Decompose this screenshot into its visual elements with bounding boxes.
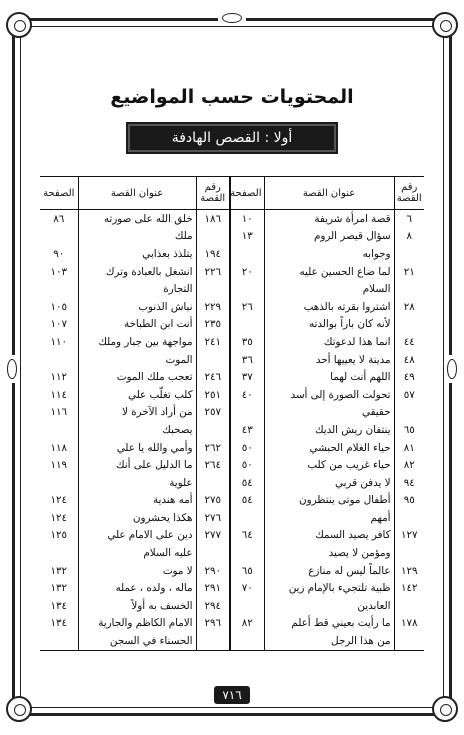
table-row xyxy=(40,316,424,334)
story-page: ٨٦ xyxy=(53,212,65,225)
story-page: ١١٤ xyxy=(50,388,68,401)
story-page xyxy=(40,228,78,246)
story-number: ٢٥٧ xyxy=(196,404,230,422)
table-row xyxy=(40,421,424,439)
story-number: ٢٢٩ xyxy=(196,298,230,316)
story-title: تعجب ملك الموت xyxy=(78,368,196,386)
table-row xyxy=(40,597,424,615)
story-number: ١٩٤ xyxy=(196,245,230,263)
story-title: حياء الغلام الحبشي xyxy=(264,439,394,457)
contents-table xyxy=(40,176,424,651)
table-row xyxy=(40,386,424,404)
story-title: ما رأيت بعيني قط أعلم xyxy=(264,615,394,633)
col-header-page: الصفحة xyxy=(230,177,264,210)
story-page: ٥٤ xyxy=(230,474,264,492)
story-page: ٥٤ xyxy=(230,492,264,510)
story-title: أطفال موتى ينتظرون xyxy=(264,492,394,510)
story-page xyxy=(230,245,264,263)
story-title: لأنه كان باراً بوالدته xyxy=(264,316,394,334)
story-title: ظبية تلتجيء بالإمام زين xyxy=(264,579,394,597)
story-title: علوية xyxy=(78,474,196,492)
story-number: ٤٤ xyxy=(394,333,424,351)
table-row xyxy=(40,544,424,562)
story-number xyxy=(394,632,424,650)
story-page xyxy=(230,632,264,650)
side-ornament xyxy=(445,355,459,383)
story-title: حقيقي xyxy=(264,404,394,422)
story-page: ١٣ xyxy=(230,228,264,246)
story-title: سؤال قيصر الروم xyxy=(264,228,394,246)
story-title: وأمي والله يا علي xyxy=(78,439,196,457)
story-page xyxy=(230,404,264,422)
story-title: الحسناء في السجن xyxy=(78,632,196,650)
story-title: ما الدليل على أنك xyxy=(78,456,196,474)
story-page: ١٠ xyxy=(230,210,264,228)
story-number: ٤٨ xyxy=(394,351,424,369)
story-page xyxy=(230,509,264,527)
story-number: ٤٩ xyxy=(394,368,424,386)
table-row xyxy=(40,404,424,422)
story-number xyxy=(394,509,424,527)
story-title: العابدين xyxy=(264,597,394,615)
story-page: ٤٣ xyxy=(230,421,264,439)
story-title: ماله ، ولده ، عمله xyxy=(78,579,196,597)
story-page: ١٢٤ xyxy=(50,494,68,507)
story-title: حياء غريب من كلب xyxy=(264,456,394,474)
story-title: الخسف به أولاً xyxy=(78,597,196,615)
story-title: وجوابه xyxy=(264,245,394,263)
story-page: ١١٠ xyxy=(50,335,68,348)
story-title: اشتروا بقرته بالذهب xyxy=(264,298,394,316)
story-page: ١٠٣ xyxy=(50,265,68,278)
story-page: ٢٠ xyxy=(230,263,264,281)
story-title: كافر يصيد السمك xyxy=(264,527,394,545)
story-number: ١٢٧ xyxy=(394,527,424,545)
story-number: ٢٩٦ xyxy=(196,615,230,633)
story-number: ٢٣٥ xyxy=(196,316,230,334)
table-row xyxy=(40,632,424,650)
story-number xyxy=(196,421,230,439)
story-page: ٩٠ xyxy=(53,247,65,260)
table-row xyxy=(40,509,424,527)
story-number xyxy=(196,351,230,369)
story-page xyxy=(40,421,78,439)
col-header-title: عنوان القصة xyxy=(264,177,394,210)
story-page xyxy=(40,474,78,492)
story-title: ملك xyxy=(78,228,196,246)
story-number: ٢١ xyxy=(394,263,424,281)
story-title: انما هذا لدعوتك xyxy=(264,333,394,351)
story-page xyxy=(40,544,78,562)
story-title: خلق الله على صورته xyxy=(78,210,196,228)
page-heading: المحتويات حسب المواضيع xyxy=(110,86,354,108)
story-page: ٦٤ xyxy=(230,527,264,545)
story-number: ٢٨ xyxy=(394,298,424,316)
table-row xyxy=(40,579,424,597)
contents-body xyxy=(40,210,424,651)
story-number: ٢٦٢ xyxy=(196,439,230,457)
story-number: ٢٥١ xyxy=(196,386,230,404)
story-page: ٧٠ xyxy=(230,579,264,597)
story-title: مدينة لا يعييها أحد xyxy=(264,351,394,369)
story-page: ٣٧ xyxy=(230,368,264,386)
story-page: ٦٥ xyxy=(230,562,264,580)
story-title: اللهم أنت لهما xyxy=(264,368,394,386)
story-number: ٨٢ xyxy=(394,456,424,474)
story-page: ١٢٤ xyxy=(50,511,68,524)
story-title: لما ضاع الحسين عليه xyxy=(264,263,394,281)
story-number xyxy=(394,597,424,615)
story-number: ٦ xyxy=(394,210,424,228)
story-title: دين على الامام علي xyxy=(78,527,196,545)
story-page: ١٣٢ xyxy=(50,564,68,577)
story-number xyxy=(196,544,230,562)
table-row xyxy=(40,263,424,281)
story-page: ١١٩ xyxy=(50,459,68,472)
table-row xyxy=(40,456,424,474)
story-page: ١٢٥ xyxy=(50,529,68,542)
table-row xyxy=(40,228,424,246)
story-title: قصة امرأة شريفة xyxy=(264,210,394,228)
story-page: ٨٢ xyxy=(230,615,264,633)
story-number: ٨ xyxy=(394,228,424,246)
story-title: لا موت xyxy=(78,562,196,580)
story-number: ٢٧٥ xyxy=(196,492,230,510)
story-page: ٢٦ xyxy=(230,298,264,316)
table-row xyxy=(40,298,424,316)
col-header-page: الصفحة xyxy=(40,177,78,210)
story-title: أنت ابن الطباخة xyxy=(78,316,196,334)
corner-ornament xyxy=(432,696,458,722)
top-ornament xyxy=(218,11,246,25)
story-number xyxy=(196,474,230,492)
story-title: من أراد الآخرة لا xyxy=(78,404,196,422)
corner-ornament xyxy=(6,696,32,722)
story-number xyxy=(394,245,424,263)
story-title: عالماً ليس له منازع xyxy=(264,562,394,580)
story-number: ٩٤ xyxy=(394,474,424,492)
story-number: ٢٤٦ xyxy=(196,368,230,386)
story-title: كلب تغلّب علي xyxy=(78,386,196,404)
table-row xyxy=(40,474,424,492)
table-row xyxy=(40,562,424,580)
story-number xyxy=(196,280,230,298)
table-row xyxy=(40,439,424,457)
story-page xyxy=(40,280,78,298)
story-title: لا يدفن قربي xyxy=(264,474,394,492)
story-title: عليه السلام xyxy=(78,544,196,562)
story-page: ٥٠ xyxy=(230,439,264,457)
story-title: أمه هندية xyxy=(78,492,196,510)
story-title: تحولت الصورة إلى أسد xyxy=(264,386,394,404)
story-title: ومؤمن لا يصيد xyxy=(264,544,394,562)
table-row xyxy=(40,280,424,298)
story-page: ١٣٤ xyxy=(50,599,68,612)
story-number: ٢٩١ xyxy=(196,579,230,597)
table-row xyxy=(40,210,424,228)
section-title: أولا : القصص الهادفة xyxy=(128,124,336,152)
corner-ornament xyxy=(6,12,32,38)
story-number: ٨١ xyxy=(394,439,424,457)
story-title: أمهم xyxy=(264,509,394,527)
story-number xyxy=(196,228,230,246)
story-page xyxy=(230,316,264,334)
story-number xyxy=(394,404,424,422)
col-header-number: رقم القصة xyxy=(394,177,424,210)
table-header-row xyxy=(40,177,424,210)
table-row xyxy=(40,333,424,351)
story-title: الامام الكاظم والجارية xyxy=(78,615,196,633)
story-number: ٢٩٠ xyxy=(196,562,230,580)
story-page: ٣٥ xyxy=(230,333,264,351)
story-number: ٢٤١ xyxy=(196,333,230,351)
story-number: ٩٥ xyxy=(394,492,424,510)
story-page: ١٣٢ xyxy=(50,582,68,595)
story-number: ٢٧٧ xyxy=(196,527,230,545)
story-page: ٥٠ xyxy=(230,456,264,474)
story-number xyxy=(196,632,230,650)
table-row xyxy=(40,245,424,263)
story-page xyxy=(230,597,264,615)
story-number xyxy=(394,280,424,298)
story-number: ٢٩٤ xyxy=(196,597,230,615)
page-number: ٧١٦ xyxy=(214,686,250,704)
story-page: ١٣٤ xyxy=(50,617,68,630)
story-number: ١٨٦ xyxy=(196,210,230,228)
story-title: نباش الذنوب xyxy=(78,298,196,316)
story-page: ٣٦ xyxy=(230,351,264,369)
story-title: من هذا الرجل xyxy=(264,632,394,650)
story-page xyxy=(40,632,78,650)
corner-ornament xyxy=(432,12,458,38)
story-title: ينتفان ريش الديك xyxy=(264,421,394,439)
table-row xyxy=(40,527,424,545)
story-page xyxy=(230,280,264,298)
table-row xyxy=(40,492,424,510)
story-title: التجارة xyxy=(78,280,196,298)
story-number: ٦٥ xyxy=(394,421,424,439)
story-number xyxy=(394,316,424,334)
story-title: يصحبك xyxy=(78,421,196,439)
story-page: ٤٠ xyxy=(230,386,264,404)
story-page: ١١٢ xyxy=(50,371,68,384)
story-title: هكذا يحشرون xyxy=(78,509,196,527)
story-page: ١٠٥ xyxy=(50,300,68,313)
story-number: ١٤٢ xyxy=(394,579,424,597)
story-title: انشغل بالعبادة وترك xyxy=(78,263,196,281)
story-number: ٢٦٤ xyxy=(196,456,230,474)
table-row xyxy=(40,351,424,369)
story-page: ١١٦ xyxy=(50,406,68,419)
story-number: ١٧٨ xyxy=(394,615,424,633)
table-row xyxy=(40,368,424,386)
col-header-title: عنوان القصة xyxy=(78,177,196,210)
table-row xyxy=(40,615,424,633)
col-header-number: رقم القصة xyxy=(196,177,230,210)
story-page: ١٠٧ xyxy=(50,318,68,331)
story-number: ٢٢٦ xyxy=(196,263,230,281)
story-page: ١١٨ xyxy=(50,441,68,454)
story-title: مواجهة بين جبار وملك xyxy=(78,333,196,351)
story-page xyxy=(230,544,264,562)
story-title: يتلذذ بعذابي xyxy=(78,245,196,263)
side-ornament xyxy=(5,355,19,383)
story-number xyxy=(394,544,424,562)
story-page xyxy=(40,351,78,369)
story-title: السلام xyxy=(264,280,394,298)
story-title: الموت xyxy=(78,351,196,369)
story-number: ٥٧ xyxy=(394,386,424,404)
story-number: ١٢٩ xyxy=(394,562,424,580)
story-number: ٢٧٦ xyxy=(196,509,230,527)
